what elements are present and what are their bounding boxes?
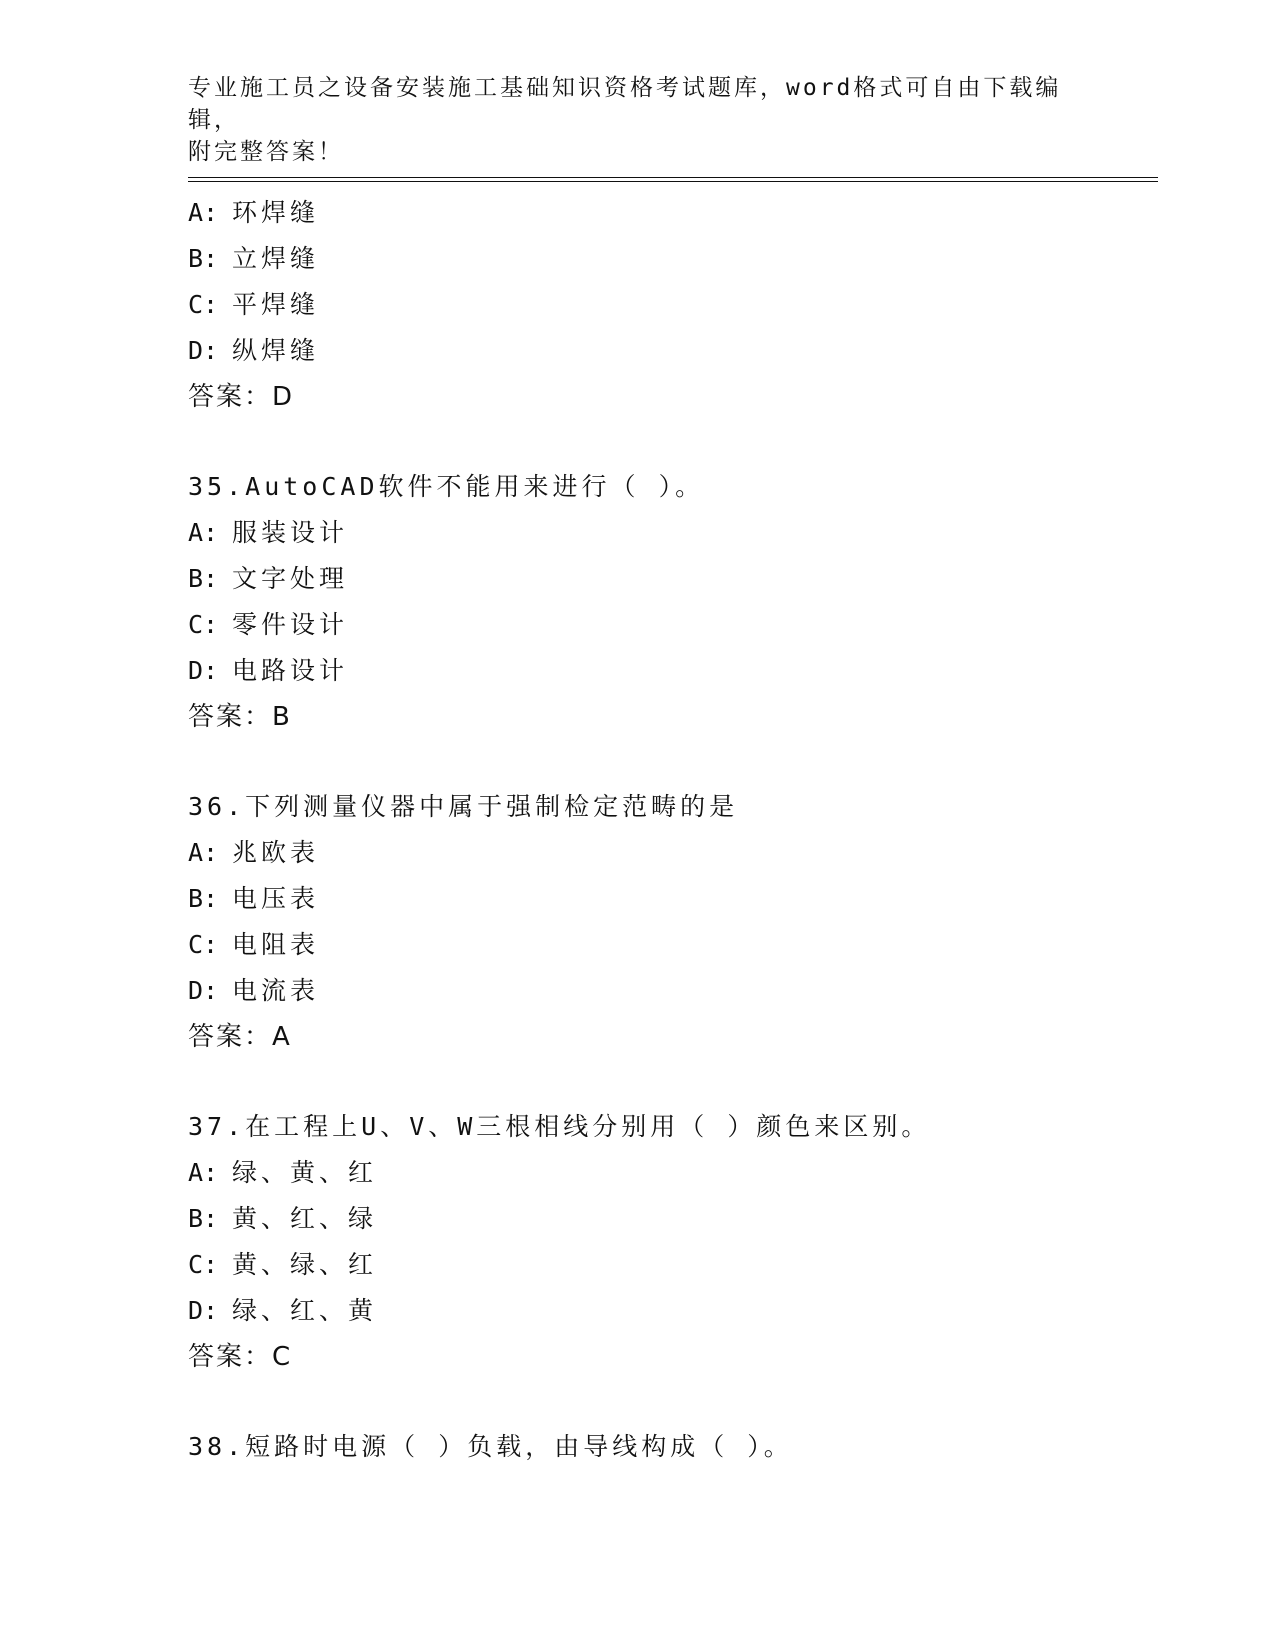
option-d: D: 电流表 <box>188 976 320 1005</box>
question-title: 36.下列测量仪器中属于强制检定范畴的是 <box>188 792 739 821</box>
question-list <box>188 190 1158 1470</box>
option-d: D: 电路设计 <box>188 656 349 685</box>
question-38 <box>188 1424 1158 1470</box>
answer: 答案：A <box>188 1022 292 1052</box>
header-line-1: 专业施工员之设备安装施工基础知识资格考试题库，word格式可自由下载编辑， <box>188 75 1062 133</box>
question-title: 35.AutoCAD软件不能用来进行（ ）。 <box>188 472 705 501</box>
header-rule-bottom <box>188 181 1158 182</box>
header-rule-top <box>188 177 1158 178</box>
option-b: B: 文字处理 <box>188 564 349 593</box>
option-c: C: 黄、绿、红 <box>188 1250 378 1279</box>
answer: 答案：C <box>188 1342 293 1372</box>
option-a: A: 环焊缝 <box>188 198 320 227</box>
option-b: B: 电压表 <box>188 884 320 913</box>
question-title: 37.在工程上U、V、W三根相线分别用（ ）颜色来区别。 <box>188 1112 931 1141</box>
option-c: C: 零件设计 <box>188 610 349 639</box>
option-b: B: 黄、红、绿 <box>188 1204 378 1233</box>
answer: 答案：D <box>188 382 295 412</box>
option-d: D: 绿、红、黄 <box>188 1296 378 1325</box>
option-a: A: 兆欧表 <box>188 838 320 867</box>
question-title: 38.短路时电源（ ）负载，由导线构成（ ）。 <box>188 1432 793 1461</box>
question-36 <box>188 784 1158 1060</box>
answer: 答案：B <box>188 702 292 732</box>
question-37 <box>188 1104 1158 1380</box>
option-d: D: 纵焊缝 <box>188 336 320 365</box>
header-line-2: 附完整答案！ <box>188 139 344 165</box>
question-34 <box>188 190 1158 420</box>
document-header <box>188 72 1068 168</box>
option-c: C: 平焊缝 <box>188 290 320 319</box>
option-b: B: 立焊缝 <box>188 244 320 273</box>
option-c: C: 电阻表 <box>188 930 320 959</box>
question-35 <box>188 464 1158 740</box>
option-a: A: 绿、黄、红 <box>188 1158 378 1187</box>
option-a: A: 服装设计 <box>188 518 349 547</box>
